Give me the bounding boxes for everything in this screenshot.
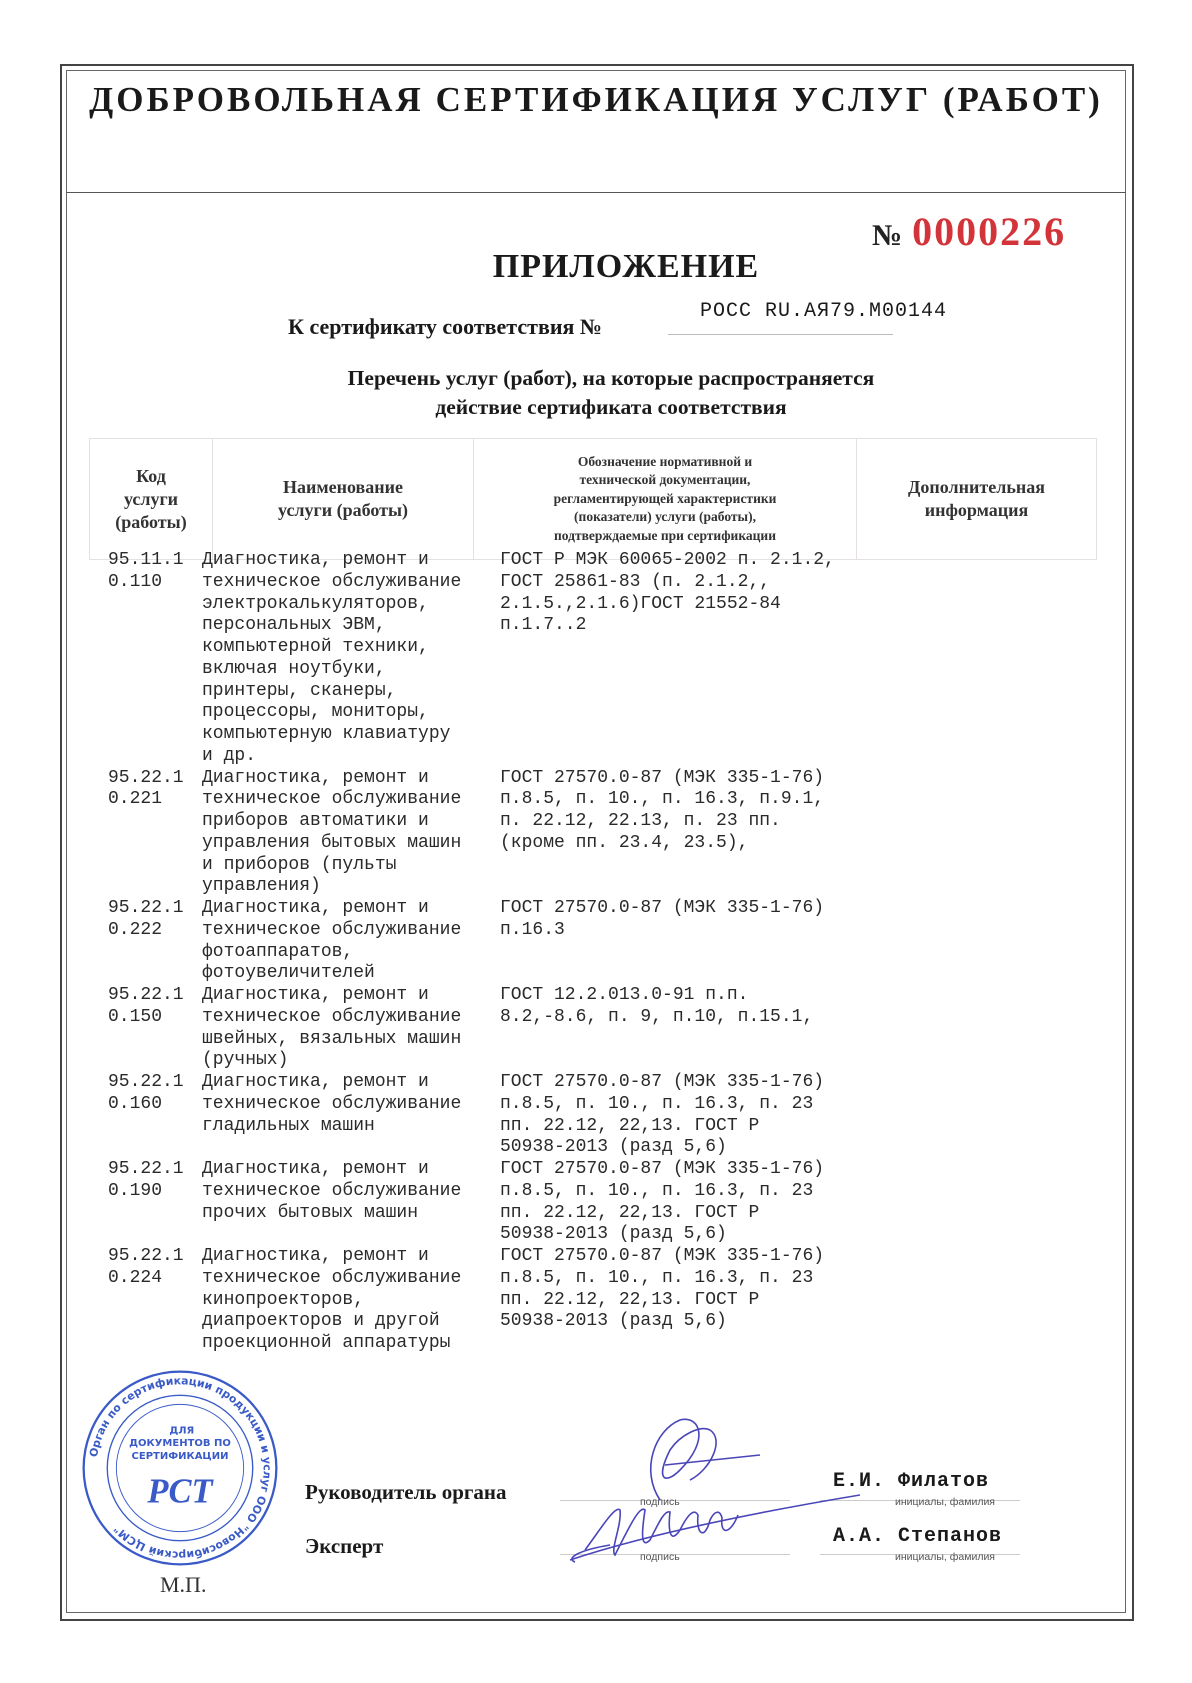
service-code: 95.22.1 0.160 [108,1072,184,1114]
stamp [80,1368,280,1568]
service-docs: ГОСТ 27570.0-87 (МЭК 335-1-76) п.16.3 [500,898,825,940]
service-code: 95.22.1 0.221 [108,767,184,810]
stamp-logo: РСТ [147,1472,213,1511]
header-name [213,439,474,559]
svg-text:Орган по сертификации продукци [87,1374,274,1561]
list-title-line-1: Перечень услуг (работ), на которые распространяется [347,366,875,390]
service-name: Диагностика, ремонт и техническое обслуживание кинопроекторов, диапроекторов и другой проекционной аппаратуры [202,1246,462,1353]
cert-label: К сертификату соответствия № [288,314,603,339]
header-name-label: Наименование услуги (работы) [278,477,408,520]
seal-place-label: М.П. [160,1572,207,1597]
document-title: ДОБРОВОЛЬНАЯ СЕРТИФИКАЦИЯ УСЛУГ (РАБОТ) [89,80,1103,119]
service-docs: ГОСТ 27570.0-87 (МЭК 335-1-76) п.8.5, п. 10., п. 16.3, п. 23 пп. 22.12, 22,13. ГОСТ Р 50938-2013 (разд 5,6) [500,1159,825,1245]
number-symbol: № [872,219,903,252]
table-row [108,1246,835,1355]
stamp-outer-text: Орган по сертификации продукции и услуг ООО "Новосибирский ЦСМ" [87,1374,274,1562]
cert-underline [668,334,893,335]
header-docs [474,439,857,559]
name-caption: инициалы, фамилия [895,1551,995,1563]
service-docs: ГОСТ 12.2.013.0-91 п.п. 8.2,-8.6, п. 9, п.10, п.15.1, [500,985,814,1027]
signature-caption: подпись [640,1496,680,1508]
list-title-line-2: действие сертификата соответствия [435,395,787,419]
service-code: 95.22.1 0.150 [108,985,184,1027]
service-name: Диагностика, ремонт и техническое обслуживание фотоаппаратов, фотоувеличителей [202,898,462,984]
table-row [108,550,835,768]
table-row [108,1159,835,1246]
service-docs: ГОСТ 27570.0-87 (МЭК 335-1-76) п.8.5, п. 10., п. 16.3, п.9.1, п. 22.12, 22.13, п. 23 пп. (кроме пп. 23.4, 23.5), [500,767,825,853]
header-code-label: Код услуги (работы) [115,465,187,532]
service-code: 95.22.1 0.224 [108,1246,184,1288]
service-name: Диагностика, ремонт и техническое обслуживание электрокалькуляторов, персональных ЭВМ, компьютерной техники, включая ноутбуки, принтеры, сканеры, процессоры, мониторы, компьютерную клавиатуру и др. [202,550,462,766]
role-expert: Эксперт [305,1534,384,1558]
header-extra-label: Дополнительная информация [908,477,1045,520]
signature-caption: подпись [640,1551,680,1563]
table-body [108,550,835,1355]
service-name: Диагностика, ремонт и техническое обслуживание прочих бытовых машин [202,1159,462,1223]
stamp-inner-line: ДОКУМЕНТОВ ПО [129,1438,231,1450]
service-docs: ГОСТ 27570.0-87 (МЭК 335-1-76) п.8.5, п. 10., п. 16.3, п. 23 пп. 22.12, 22,13. ГОСТ Р 50938-2013 (разд 5,6) [500,1072,825,1158]
divider [66,192,1126,193]
service-code: 95.22.1 0.190 [108,1159,184,1201]
head-name: Е.И. Филатов [833,1470,990,1493]
handwritten-signatures [560,1410,860,1570]
header-code [90,439,213,559]
expert-name: А.А. Степанов [833,1525,1003,1548]
number-value: 0000226 [912,209,1067,254]
list-title [66,364,1126,422]
service-docs: ГОСТ 27570.0-87 (МЭК 335-1-76) п.8.5, п. 10., п. 16.3, п. 23 пп. 22.12, 22,13. ГОСТ Р 50938-2013 (разд 5,6) [500,1246,825,1332]
service-name: Диагностика, ремонт и техническое обслуживание гладильных машин [202,1072,462,1136]
service-docs: ГОСТ Р МЭК 60065-2002 п. 2.1.2, ГОСТ 25861-83 (п. 2.1.2,, 2.1.5.,2.1.6)ГОСТ 21552-84 п.1.7..2 [500,550,835,636]
cert-value: РОСС RU.АЯ79.М00144 [700,300,948,323]
annex-title: ПРИЛОЖЕНИЕ [492,248,760,285]
role-head: Руководитель органа [305,1480,507,1504]
header-docs-label: Обозначение нормативной и технической документации, регламентирующей характеристики (показатели) услуги (работы), подтверждаемые при сертификации [553,453,777,543]
service-code: 95.22.1 0.222 [108,898,184,940]
stamp-inner-line: СЕРТИФИКАЦИИ [131,1450,229,1462]
table-row [108,898,835,985]
service-name: Диагностика, ремонт и техническое обслуживание швейных, вязальных машин (ручных) [202,985,462,1071]
table-row [108,768,835,899]
service-code: 95.11.1 0.110 [108,550,184,592]
table-row [108,1072,835,1159]
header-extra [857,439,1096,559]
table-row [108,985,835,1072]
service-name: Диагностика, ремонт и техническое обслуживание приборов автоматики и управления бытовых машин и приборов (пульты управления) [202,767,462,897]
table-header [89,438,1097,560]
stamp-inner-line: ДЛЯ [169,1425,195,1437]
name-caption: инициалы, фамилия [895,1496,995,1508]
